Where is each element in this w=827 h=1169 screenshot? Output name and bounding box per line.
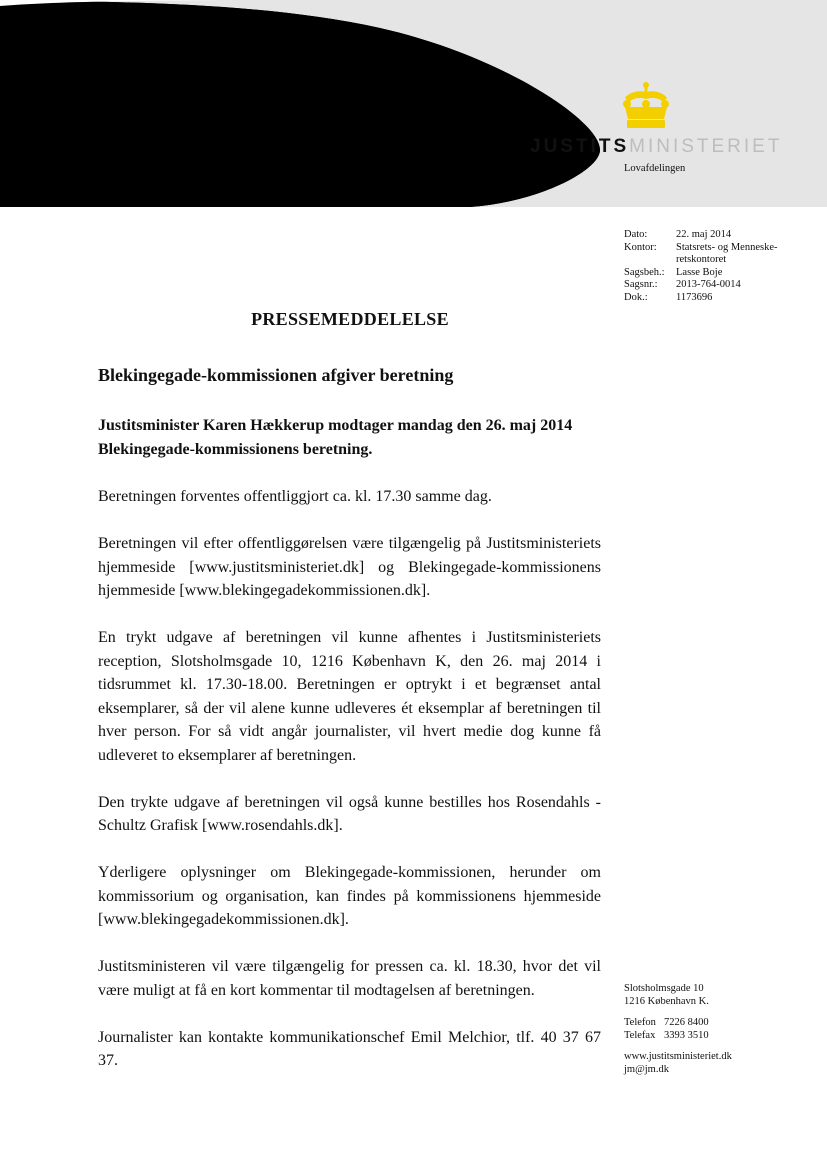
meta-row (624, 229, 806, 242)
phone-label: Telefon (624, 1017, 656, 1029)
phone-group (624, 1017, 732, 1042)
meta-value: 1173696 (676, 291, 713, 303)
body-paragraph: Beretningen vil efter offentliggørelsen være tilgængelig på Justitsministeriets hjemmeside [www.justitsministeriet.dk] og Blekingegade-kommissionens hjemmeside [www.blekingegadekommissionen.dk]. (98, 535, 601, 599)
fax-row (624, 1030, 732, 1043)
logo-text-justits: JUSTITS (530, 136, 630, 157)
meta-row (624, 242, 806, 267)
body-paragraph: Journalister kan kontakte kommunikationschef Emil Melchior, tlf. 40 37 67 37. (98, 1028, 601, 1069)
logo-text-ministeriet: MINISTERIET (629, 136, 783, 157)
phone-row (624, 1017, 732, 1030)
document-metadata (624, 229, 806, 305)
web-group (624, 1051, 732, 1076)
meta-key: Dato: (624, 229, 648, 240)
address-street: Slotsholmsgade 10 (624, 983, 704, 994)
email-link[interactable]: jm@jm.dk (624, 1063, 669, 1075)
lead-paragraph: Justitsminister Karen Hækkerup modtager mandag den 26. maj 2014 Blekingegade-kommissionens beretning. (98, 417, 573, 458)
meta-key: Dok.: (624, 291, 648, 303)
fax-number: 3393 3510 (664, 1029, 709, 1041)
meta-row (624, 292, 806, 305)
header-wave-banner (0, 0, 827, 210)
meta-value: Statsrets- og Menneske-retskontoret (676, 241, 778, 266)
document-type-heading: PRESSEMEDDELELSE (251, 309, 449, 329)
address-group (624, 983, 732, 1008)
ministry-contact-block (624, 983, 732, 1086)
crown-logo-icon (619, 82, 673, 130)
fax-label: Telefax (624, 1029, 656, 1041)
body-text (98, 485, 601, 1073)
body-paragraph: Beretningen forventes offentliggjort ca. kl. 17.30 samme dag. (98, 488, 492, 505)
department-name: Lovafdelingen (624, 163, 686, 174)
press-release-headline: Blekingegade-kommissionen afgiver beretning (98, 365, 454, 385)
body-paragraph: Yderligere oplysninger om Blekingegade-kommissionen, herunder om kommissorium og organisation, kan findes på kommissionens hjemmeside [www.blekingegadekommissionen.dk]. (98, 864, 601, 928)
meta-key: Sagsbeh.: (624, 266, 665, 278)
meta-key: Sagsnr.: (624, 279, 658, 291)
meta-value: Lasse Boje (676, 266, 723, 278)
meta-value: 22. maj 2014 (676, 229, 732, 240)
meta-row (624, 279, 806, 292)
website-link[interactable]: www.justitsministeriet.dk (624, 1051, 732, 1063)
body-paragraph: En trykt udgave af beretningen vil kunne afhentes i Justitsministeriets reception, Slotsholmsgade 10, 1216 København K, den 26. maj 2014 i tidsrummet kl. 17.30-18.00. Beretningen er optrykt i et begrænset antal eksemplarer, så der vil alene kunne udleveres ét eksemplar af beretningen til hver person. For så vidt angår journalister, vil hvert medie dog kunne få udleveret to eksemplarer af beretningen. (98, 629, 601, 764)
phone-number: 7226 8400 (664, 1017, 709, 1029)
meta-row (624, 267, 806, 280)
body-paragraph: Justitsministeren vil være tilgængelig for pressen ca. kl. 18.30, hvor det vil være muligt at få en kort kommentar til modtagelsen af beretningen. (98, 958, 601, 999)
meta-value: 2013-764-0014 (676, 279, 741, 291)
address-city: 1216 København K. (624, 995, 709, 1007)
ministry-logo-wordmark (530, 136, 782, 158)
meta-key: Kontor: (624, 241, 657, 253)
body-paragraph: Den trykte udgave af beretningen vil også kunne bestilles hos Rosendahls - Schultz Grafisk [www.rosendahls.dk]. (98, 793, 601, 834)
